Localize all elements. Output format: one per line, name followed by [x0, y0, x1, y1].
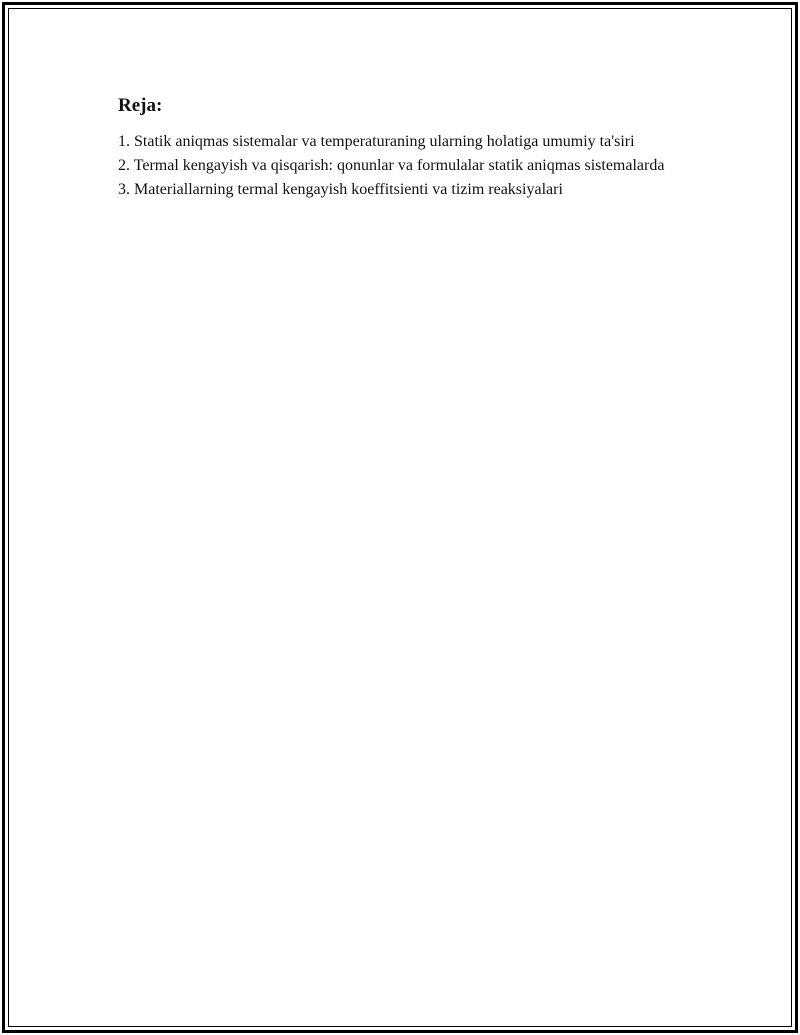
plan-item-3: 3. Materiallarning termal kengayish koeffitsienti va tizim reaksiyalari [118, 181, 563, 198]
plan-heading: Reja: [118, 95, 163, 116]
plan-item-1: 1. Statik aniqmas sistemalar va temperaturaning ularning holatiga umumiy ta'siri [118, 133, 635, 150]
plan-list [118, 130, 678, 202]
plan-item-2: 2. Termal kengayish va qisqarish: qonunlar va formulalar statik aniqmas sistemalarda [118, 157, 665, 174]
document-content [118, 94, 678, 202]
